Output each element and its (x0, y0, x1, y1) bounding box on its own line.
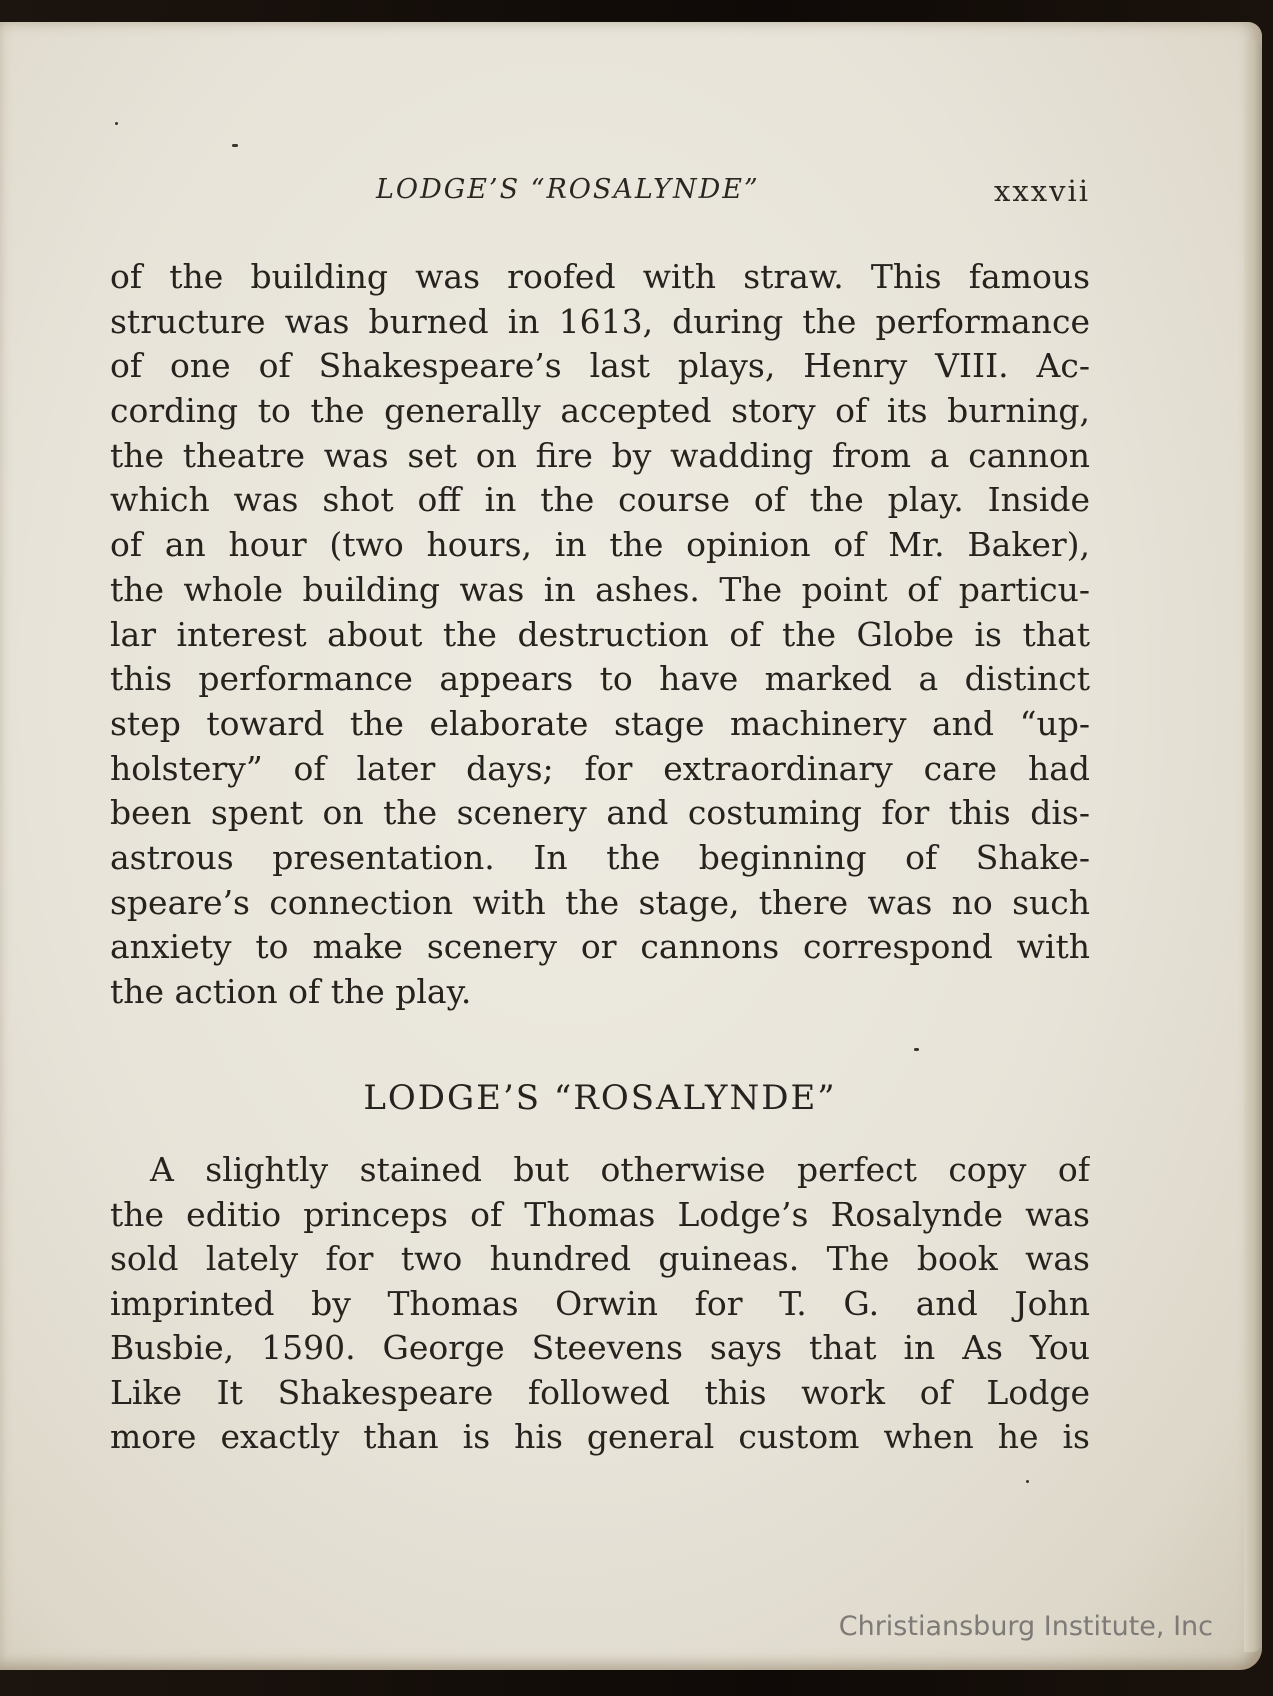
text-line: structure was burned in 1613, during the performance (110, 301, 1090, 341)
text-line: speare’s connection with the stage, there was no such (110, 882, 1090, 922)
text-line: imprinted by Thomas Orwin for T. G. and John (110, 1283, 1090, 1323)
text-line: been spent on the scenery and costuming for this dis- (110, 793, 1090, 833)
text-line: anxiety to make scenery or cannons correspond with (110, 927, 1090, 967)
text-line: the action of the play. (110, 972, 472, 1011)
text-line: sold lately for two hundred guineas. The book was (110, 1239, 1090, 1278)
text-line: lar interest about the destruction of the Globe is that (110, 614, 1090, 654)
running-head (110, 174, 1090, 218)
section-heading: LODGE’S “ROSALYNDE” (363, 1078, 837, 1118)
ink-speck (1026, 1480, 1029, 1483)
paragraph-two (110, 1148, 1090, 1460)
text-line: of an hour (two hours, in the opinion of Mr. Baker), (110, 525, 1090, 565)
running-title: LODGE’S “ROSALYNDE” (376, 174, 760, 205)
ink-speck (232, 144, 238, 147)
text-line: the editio princeps of Thomas Lodge’s Rosalynde was (110, 1194, 1090, 1234)
text-line: Like It Shakespeare followed this work of Lodge (110, 1372, 1090, 1412)
text-line: astrous presentation. In the beginning of Shake- (110, 837, 1090, 877)
text-line: holstery” of later days; for extraordinary care had (110, 748, 1090, 788)
text-line: which was shot off in the course of the play. Inside (110, 480, 1090, 520)
text-line: of one of Shakespeare’s last plays, Henry VIII. Ac- (110, 346, 1090, 386)
paragraph-one (110, 255, 1090, 1015)
page-number: xxxvii (994, 174, 1090, 208)
text-line: Busbie, 1590. George Steevens says that in As You (110, 1328, 1090, 1367)
book-page (0, 22, 1262, 1670)
text-line: of the building was roofed with straw. This famous (110, 257, 1090, 296)
text-line: this performance appears to have marked a distinct (110, 659, 1090, 699)
text-line: the whole building was in ashes. The point of particu- (110, 569, 1090, 609)
watermark: Christiansburg Institute, Inc (838, 1611, 1213, 1642)
text-line: A slightly stained but otherwise perfect copy of (150, 1150, 1090, 1189)
text-line: more exactly than is his general custom when he is (110, 1417, 1090, 1456)
text-line: step toward the elaborate stage machinery and “up- (110, 703, 1090, 743)
ink-speck (914, 1048, 919, 1051)
page-edge (1244, 40, 1262, 1652)
text-line: the theatre was set on fire by wadding from a cannon (110, 435, 1090, 475)
ink-speck (115, 122, 118, 125)
text-line: cording to the generally accepted story of its burning, (110, 391, 1090, 431)
